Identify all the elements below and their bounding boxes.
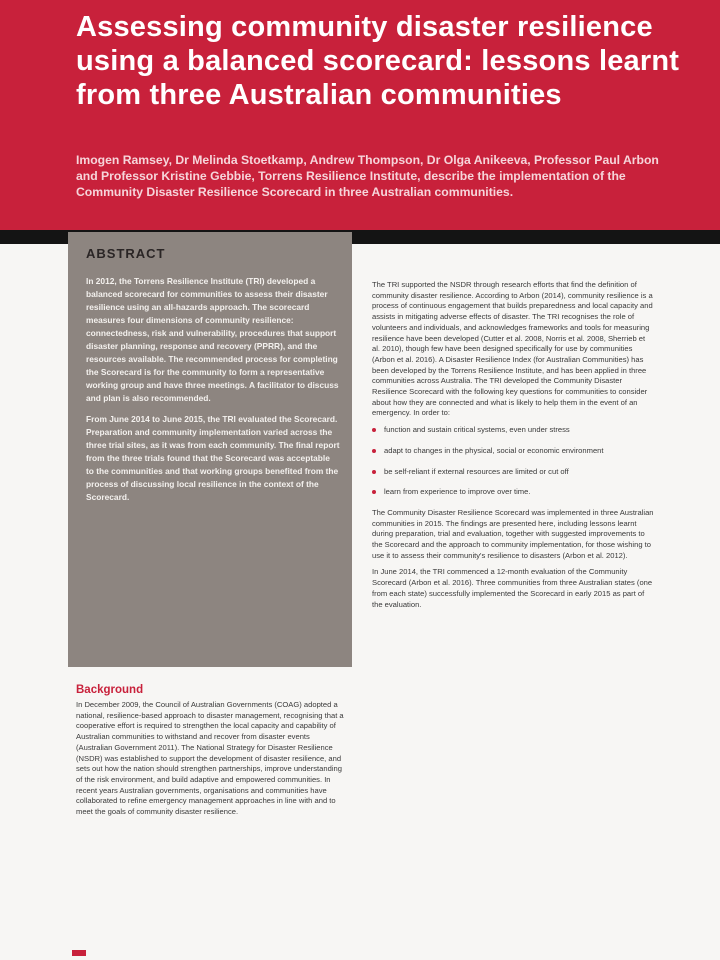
article-title: Assessing community disaster resilience using a balanced scorecard: lessons learnt from three Australian communities	[76, 11, 680, 111]
bullet-item	[372, 487, 654, 498]
body-paragraph: The Community Disaster Resilience Scorecard was implemented in three Australian communities in 2015. The findings are presented here, including lessons learnt during preparation, trial and evaluation, together with suggested improvements to the Scorecard and the approach to community implementation, for those wishing to use it to assess their community's resilience to disasters (Arbon et al. 2012).	[372, 507, 654, 560]
body-paragraph: In December 2009, the Council of Australian Governments (COAG) adopted a national, resilience-based approach to disaster management, recognising that a cooperative effort is required to strengthen the local capacity and capability of Australian communities to withstand and recover from disaster events (Australian Government 2011). The National Strategy for Disaster Resilience (NSDR) was established to support the development of disaster resilience, and sets out how the nation should strengthen partnerships, improve understanding of the risk environment, and build adaptive and empowered communities. In recent years Australian governments, organisations and communities have collaborated to refine emergency management approaches in line with and to meet the goals of community disaster resilience.	[76, 700, 344, 817]
section-heading-background: Background	[76, 684, 144, 696]
bullet-item	[372, 425, 654, 436]
bullet-text: function and sustain critical systems, even under stress	[384, 425, 570, 435]
page-marker	[72, 950, 86, 956]
abstract-paragraph: In 2012, the Torrens Resilience Institute (TRI) developed a balanced scorecard for communities to assess their disaster resilience using an all-hazards approach. The scorecard measures four dimensions of community resilience: connectedness, risk and vulnerability, procedures that support disaster planning, response and recovery (PPRR), and the resources available. The recommended process for completing the Scorecard is for the community to form a representative working group and have three meetings. A facilitator to discuss and plan is also recommended.	[86, 276, 339, 403]
article-byline: Imogen Ramsey, Dr Melinda Stoetkamp, Andrew Thompson, Dr Olga Anikeeva, Professor Paul Arbon and Professor Kristine Gebbie, Torrens Resilience Institute, describe the implementation of the Community Disaster Resilience Scorecard in three Australian communities.	[76, 153, 659, 199]
resilience-bullet-list	[372, 425, 654, 498]
bullet-item	[372, 467, 654, 478]
abstract-paragraph: From June 2014 to June 2015, the TRI evaluated the Scorecard. Preparation and community implementation varied across the three trial sites, as it was from each community. The final report from the three trials found that the Scorecard was acceptable to the communities and that working groups benefited from the process of discussing local resilience in the context of the Scorecard.	[86, 414, 340, 502]
body-paragraph: In June 2014, the TRI commenced a 12-month evaluation of the Community Scorecard (Arbon et al. 2016). Three communities from three Australian states (one from each state) successfully implemented the Scorecard in early 2015 as part of the evaluation.	[372, 567, 653, 609]
bullet-dot-icon	[372, 490, 376, 494]
bullet-dot-icon	[372, 449, 376, 453]
abstract-heading: ABSTRACT	[86, 246, 166, 261]
bullet-text: adapt to changes in the physical, social or economic environment	[384, 445, 604, 455]
right-column	[372, 280, 654, 616]
bullet-dot-icon	[372, 428, 376, 432]
abstract-panel	[68, 232, 352, 667]
left-column	[76, 684, 348, 824]
bullet-dot-icon	[372, 470, 376, 474]
bullet-text: learn from experience to improve over time.	[384, 487, 531, 497]
title-banner	[0, 0, 720, 230]
bullet-text: be self-reliant if external resources are limited or cut off	[384, 466, 569, 476]
bullet-item	[372, 446, 654, 457]
body-paragraph: The TRI supported the NSDR through research efforts that find the definition of community disaster resilience. According to Arbon (2014), community resilience is a process of continuous engagement that builds preparedness and local capacity and assists in mitigating adverse effects of disaster. The TRI recognises the role of volunteers and individuals, and acknowledges frameworks and tools for measuring resilience have been developed (Cutter et al. 2008, Norris et al. 2008, Sherrieb et al. 2010), though few have been designed specifically for use by communities (Arbon et al. 2016). A Disaster Resilience Index (for Australian Communities) has been developed by the Torrens Resilience Institute, and has been applied in three communities across Australia. The TRI developed the Community Disaster Resilience Scorecard with the following key questions for communities to consider about how they are connected and what is likely to help them in the event of an emergency. In order to:	[372, 280, 653, 418]
